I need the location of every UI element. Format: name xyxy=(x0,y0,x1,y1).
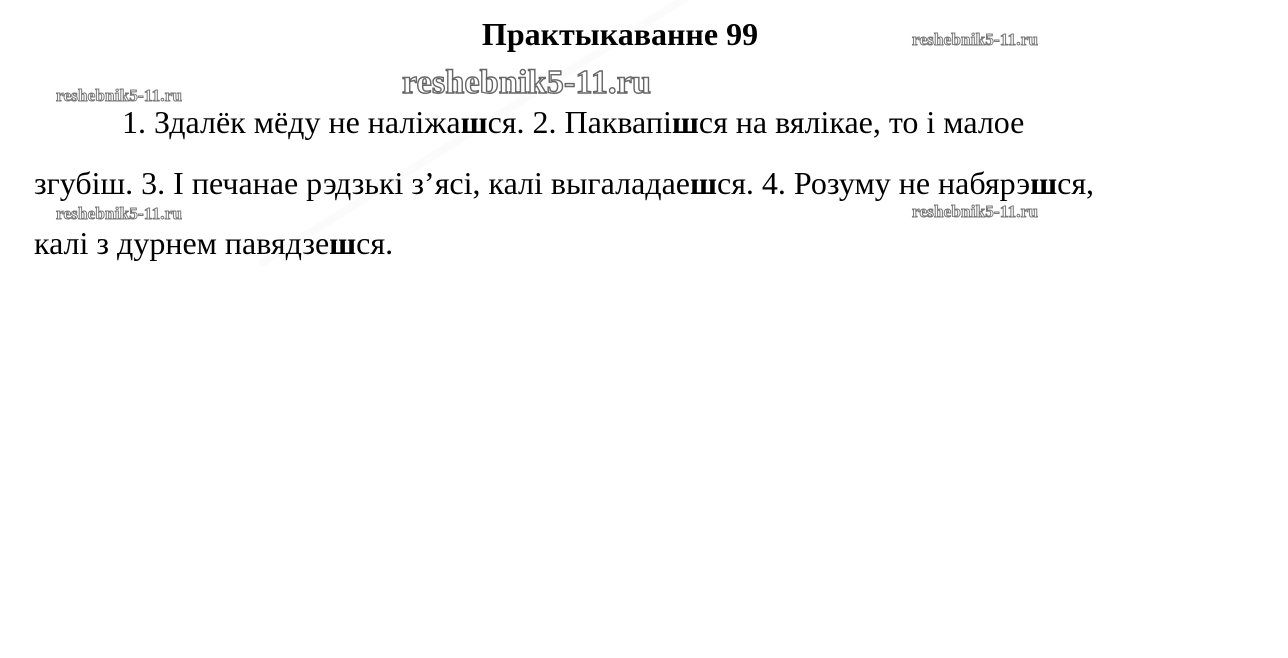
page-title: Практыкаванне 99 xyxy=(481,16,759,52)
watermark-center: reshebnik5-11.ru xyxy=(402,64,652,101)
bold-letter: ш xyxy=(671,104,699,140)
text-line-3 xyxy=(34,223,393,263)
text-segment: згубіш. 3. І печанае рэдзькі з’ясі, калі выгаладае xyxy=(34,165,690,201)
watermark-top-right: reshebnik5-11.ru xyxy=(912,30,1039,49)
text-segment: 1. Здалёк мёду не наліжа xyxy=(122,104,461,140)
text-line-2 xyxy=(34,163,1094,203)
text-line-1 xyxy=(122,102,1024,142)
watermark-middle-left: reshebnik5-11.ru xyxy=(56,204,183,223)
bold-letter: ш xyxy=(329,225,357,261)
text-segment: ся, xyxy=(1057,165,1095,201)
watermark-top-left: reshebnik5-11.ru xyxy=(56,86,183,105)
bold-letter: ш xyxy=(689,165,717,201)
bold-letter: ш xyxy=(460,104,488,140)
bold-letter: ш xyxy=(1030,165,1058,201)
text-segment: ся. xyxy=(356,225,394,261)
text-segment: ся. 2. Паквапі xyxy=(487,104,672,140)
text-segment: калі з дурнем павядзе xyxy=(34,225,330,261)
watermark-middle-right: reshebnik5-11.ru xyxy=(912,202,1039,221)
text-segment: ся на вялікае, то і малое xyxy=(698,104,1025,140)
text-segment: ся. 4. Розуму не набярэ xyxy=(717,165,1031,201)
